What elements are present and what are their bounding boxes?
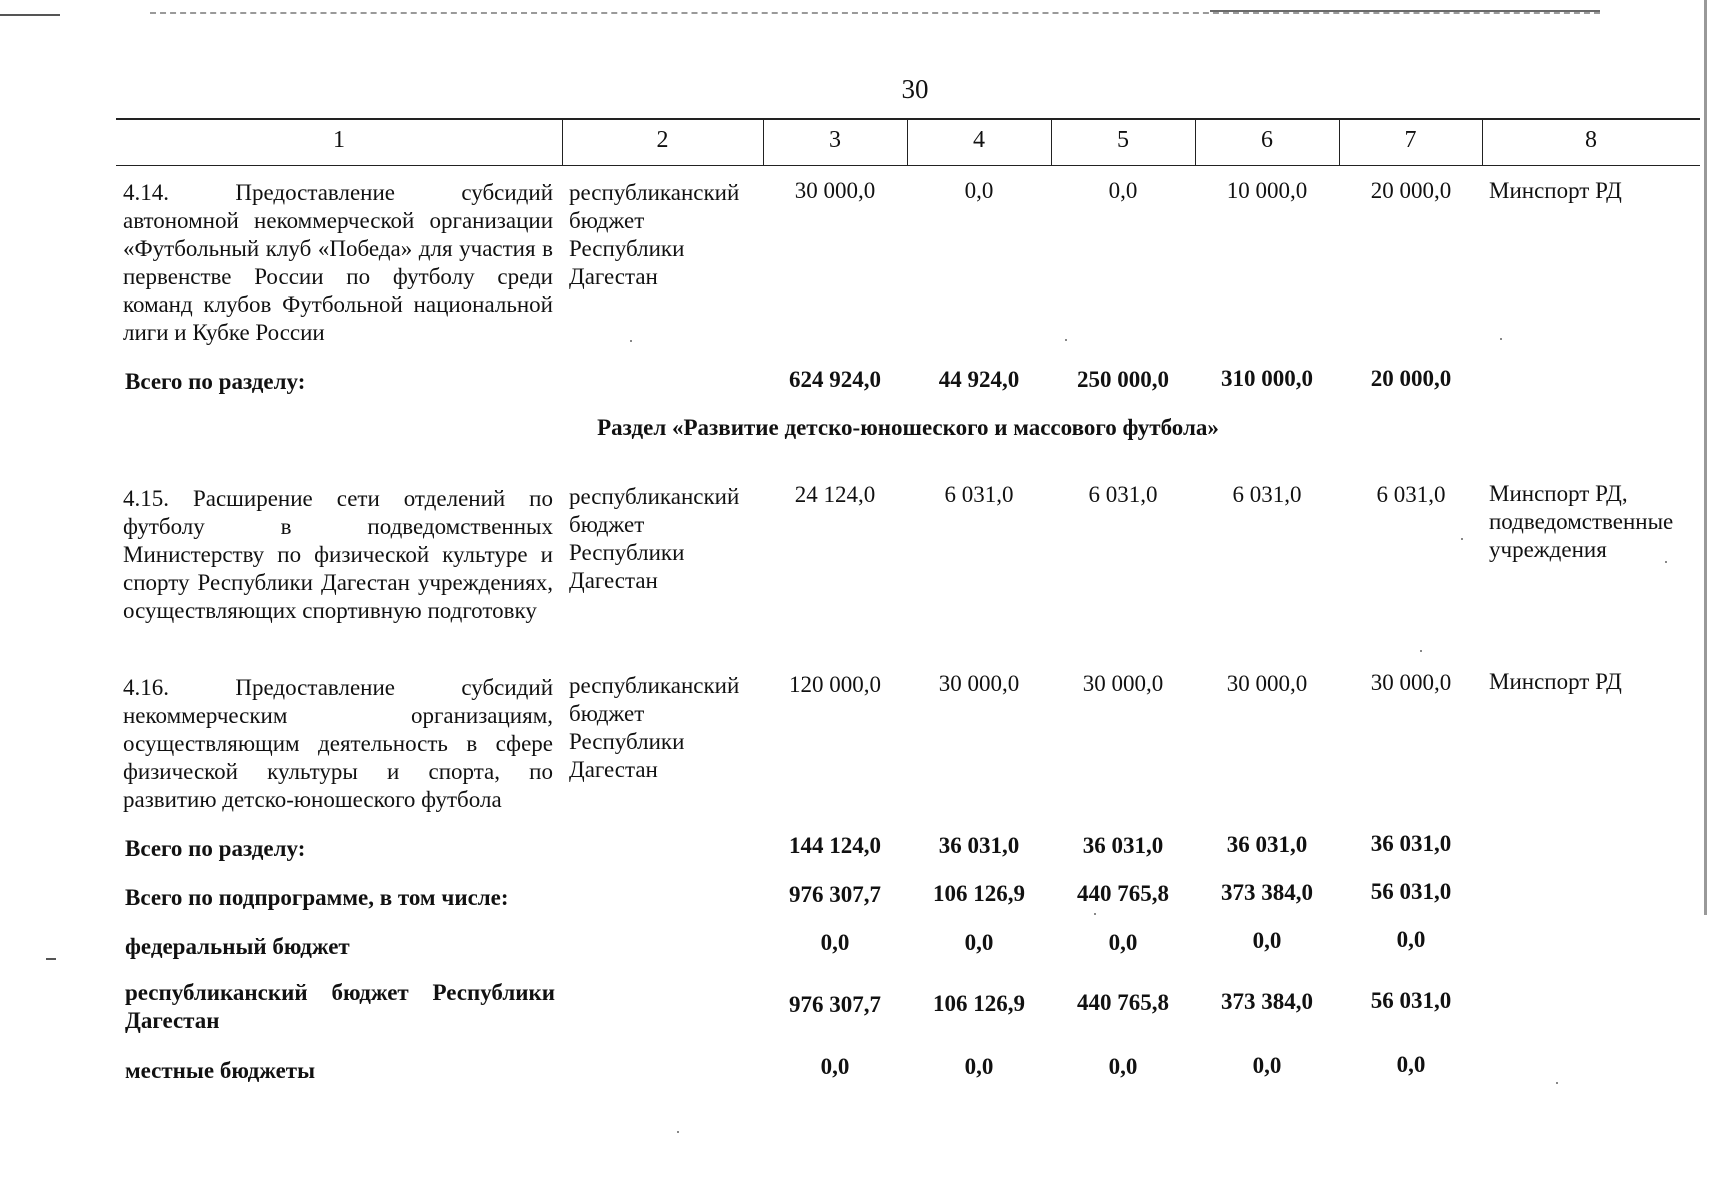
amount-col7: 30 000,0	[1370, 670, 1452, 695]
column-number-8: 8	[1585, 127, 1597, 153]
amount-col6: 6 031,0	[1232, 482, 1302, 507]
column-number-1: 1	[333, 127, 345, 153]
total-col6: 36 031,0	[1226, 832, 1308, 857]
federal-col3: 0,0	[820, 930, 850, 955]
republic-col7: 56 031,0	[1370, 988, 1452, 1013]
amount-col5: 6 031,0	[1088, 482, 1158, 507]
federal-col5: 0,0	[1108, 930, 1138, 955]
executor: Минспорт РД	[1489, 178, 1622, 203]
amount-col4: 6 031,0	[944, 482, 1014, 507]
total-col4: 44 924,0	[938, 367, 1020, 392]
scan-speck	[1420, 650, 1422, 652]
subprogram-col5: 440 765,8	[1077, 881, 1169, 906]
column-number-7: 7	[1404, 127, 1417, 153]
local-col7: 0,0	[1396, 1052, 1426, 1077]
total-col4: 36 031,0	[938, 833, 1020, 858]
scan-artifact-mark	[46, 958, 56, 960]
scan-speck	[1094, 913, 1096, 915]
scan-speck	[677, 1131, 679, 1133]
amount-col3: 24 124,0	[794, 482, 876, 507]
column-number-4: 4	[973, 127, 985, 153]
subprogram-col4: 106 126,9	[933, 881, 1025, 906]
amount-col5: 30 000,0	[1082, 671, 1164, 696]
page-number: 30	[901, 74, 929, 104]
local-budgets-label: местные бюджеты	[125, 1058, 316, 1083]
executor: Минспорт РД, подведомственные учреждения	[1489, 481, 1674, 562]
funding-source: республиканский бюджет Республики Дагестан	[569, 180, 740, 289]
federal-budget-label: федеральный бюджет	[125, 934, 350, 959]
subprogram-col6: 373 384,0	[1221, 880, 1313, 905]
total-col6: 310 000,0	[1221, 366, 1313, 391]
total-col7: 20 000,0	[1370, 366, 1452, 391]
subprogram-total-label: Всего по подпрограмме, в том числе:	[125, 885, 509, 910]
local-col4: 0,0	[964, 1054, 994, 1079]
funding-source: республиканский бюджет Республики Дагестан	[569, 484, 740, 593]
amount-col6: 30 000,0	[1226, 671, 1308, 696]
republic-col5: 440 765,8	[1077, 990, 1169, 1015]
total-col5: 36 031,0	[1082, 833, 1164, 858]
scan-speck	[1556, 1082, 1558, 1084]
scan-speck	[630, 340, 632, 342]
federal-col6: 0,0	[1252, 928, 1282, 953]
total-col3: 624 924,0	[789, 367, 881, 392]
amount-col4: 30 000,0	[938, 671, 1020, 696]
republic-col3: 976 307,7	[789, 992, 881, 1017]
column-number-6: 6	[1261, 127, 1273, 153]
amount-col6: 10 000,0	[1226, 178, 1308, 203]
scan-speck	[1665, 561, 1667, 563]
row-description: 4.15. Расширение сети отделений по футболу в подведомственных Министерству по физической культуре и спорту Республики Дагестан учреждениях, осуществляющих спортивную подготовку	[123, 486, 553, 623]
amount-col5: 0,0	[1108, 178, 1138, 203]
section-total-label: Всего по разделу:	[125, 369, 306, 394]
amount-col7: 20 000,0	[1370, 178, 1452, 203]
column-number-2: 2	[656, 127, 669, 153]
scan-artifact-line	[150, 12, 1600, 14]
republic-col6: 373 384,0	[1221, 989, 1313, 1014]
total-col7: 36 031,0	[1370, 831, 1452, 856]
local-col3: 0,0	[820, 1054, 850, 1079]
amount-col3: 30 000,0	[794, 178, 876, 203]
scan-speck	[1500, 338, 1502, 340]
federal-col4: 0,0	[964, 930, 994, 955]
scan-speck	[1065, 339, 1067, 341]
executor: Минспорт РД	[1489, 669, 1622, 694]
total-col3: 144 124,0	[789, 833, 881, 858]
scan-artifact-edge	[1704, 0, 1707, 915]
local-col5: 0,0	[1108, 1054, 1138, 1079]
local-col6: 0,0	[1252, 1053, 1282, 1078]
column-number-5: 5	[1117, 127, 1129, 153]
federal-col7: 0,0	[1396, 927, 1426, 952]
subprogram-col7: 56 031,0	[1370, 879, 1452, 904]
amount-col4: 0,0	[964, 178, 994, 203]
section-total-label: Всего по разделу:	[125, 836, 306, 861]
total-col5: 250 000,0	[1077, 367, 1169, 392]
funding-source: республиканский бюджет Республики Дагестан	[569, 673, 740, 782]
scan-artifact-mark	[0, 14, 60, 16]
row-description: 4.14. Предоставление субсидий автономной некоммерческой организации «Футбольный клуб «Победа» для участия в первенстве России по футболу среди команд клубов Футбольной национальной лиги и Кубке России	[123, 180, 553, 345]
column-number-3: 3	[829, 127, 841, 153]
amount-col3: 120 000,0	[789, 672, 881, 697]
amount-col7: 6 031,0	[1376, 482, 1446, 507]
republic-budget-label: республиканский бюджет Республики Дагестан	[125, 980, 555, 1033]
scan-artifact-line	[1210, 10, 1600, 12]
row-description: 4.16. Предоставление субсидий некоммерческим организациям, осуществляющим деятельность в сфере физической культуры и спорта, по развитию детско-юношеского футбола	[123, 675, 553, 812]
scan-speck	[1461, 538, 1463, 540]
section-heading: Раздел «Развитие детско-юношеского и массового футбола»	[597, 415, 1219, 440]
subprogram-col3: 976 307,7	[789, 882, 881, 907]
republic-col4: 106 126,9	[933, 991, 1025, 1016]
table-header-rule	[116, 165, 1700, 166]
table-top-rule	[116, 118, 1700, 120]
